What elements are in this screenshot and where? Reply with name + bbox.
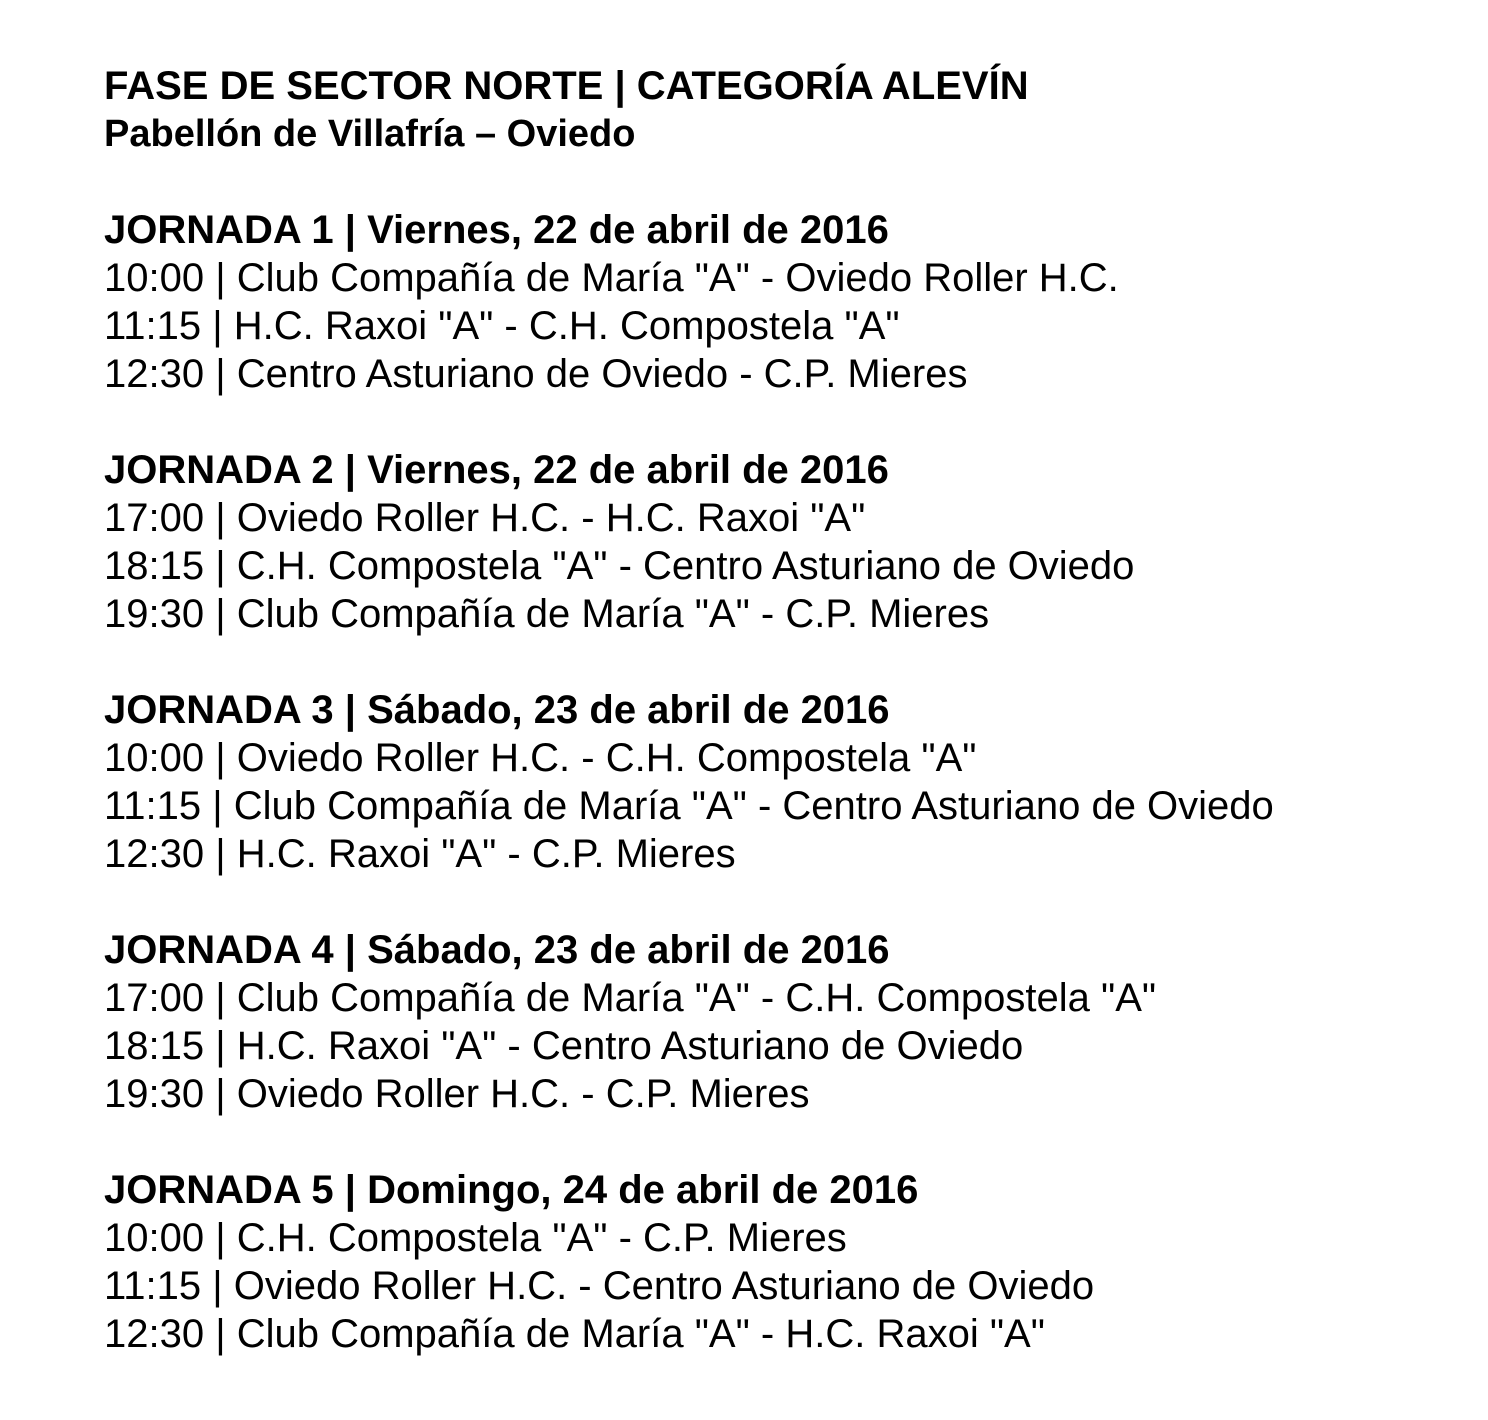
match-line: 10:00 | C.H. Compostela "A" - C.P. Mieres: [104, 1216, 847, 1260]
jornada-3-heading: JORNADA 3 | Sábado, 23 de abril de 2016: [104, 688, 890, 732]
jornada-5-heading: JORNADA 5 | Domingo, 24 de abril de 2016: [104, 1168, 919, 1212]
match-line: 10:00 | Club Compañía de María "A" - Oviedo Roller H.C.: [104, 256, 1119, 300]
match-line: 10:00 | Oviedo Roller H.C. - C.H. Compostela "A": [104, 736, 977, 780]
match-line: 18:15 | H.C. Raxoi "A" - Centro Asturiano de Oviedo: [104, 1024, 1024, 1068]
jornada-4-heading: JORNADA 4 | Sábado, 23 de abril de 2016: [104, 928, 890, 972]
match-line: 19:30 | Oviedo Roller H.C. - C.P. Mieres: [104, 1072, 810, 1116]
jornada-3-section: [104, 686, 1464, 878]
jornada-2-section: [104, 446, 1464, 638]
match-line: 19:30 | Club Compañía de María "A" - C.P. Mieres: [104, 592, 990, 636]
match-line: 12:30 | H.C. Raxoi "A" - C.P. Mieres: [104, 832, 736, 876]
jornada-1-heading: JORNADA 1 | Viernes, 22 de abril de 2016: [104, 208, 889, 252]
match-line: 11:15 | Club Compañía de María "A" - Centro Asturiano de Oviedo: [104, 784, 1274, 828]
match-line: 18:15 | C.H. Compostela "A" - Centro Asturiano de Oviedo: [104, 544, 1135, 588]
jornada-2-heading: JORNADA 2 | Viernes, 22 de abril de 2016: [104, 448, 889, 492]
match-line: 11:15 | Oviedo Roller H.C. - Centro Asturiano de Oviedo: [104, 1264, 1095, 1308]
match-line: 17:00 | Club Compañía de María "A" - C.H. Compostela "A": [104, 976, 1157, 1020]
jornada-1-section: [104, 206, 1464, 398]
match-line: 11:15 | H.C. Raxoi "A" - C.H. Compostela "A": [104, 304, 900, 348]
match-line: 12:30 | Centro Asturiano de Oviedo - C.P. Mieres: [104, 352, 968, 396]
document-title: FASE DE SECTOR NORTE | CATEGORÍA ALEVÍN: [104, 64, 1029, 108]
match-line: 12:30 | Club Compañía de María "A" - H.C. Raxoi "A": [104, 1312, 1045, 1356]
schedule-document: [104, 62, 1464, 1358]
jornada-4-section: [104, 926, 1464, 1118]
match-line: 17:00 | Oviedo Roller H.C. - H.C. Raxoi "A": [104, 496, 866, 540]
jornada-5-section: [104, 1166, 1464, 1358]
document-subtitle: Pabellón de Villafría – Oviedo: [104, 113, 636, 155]
